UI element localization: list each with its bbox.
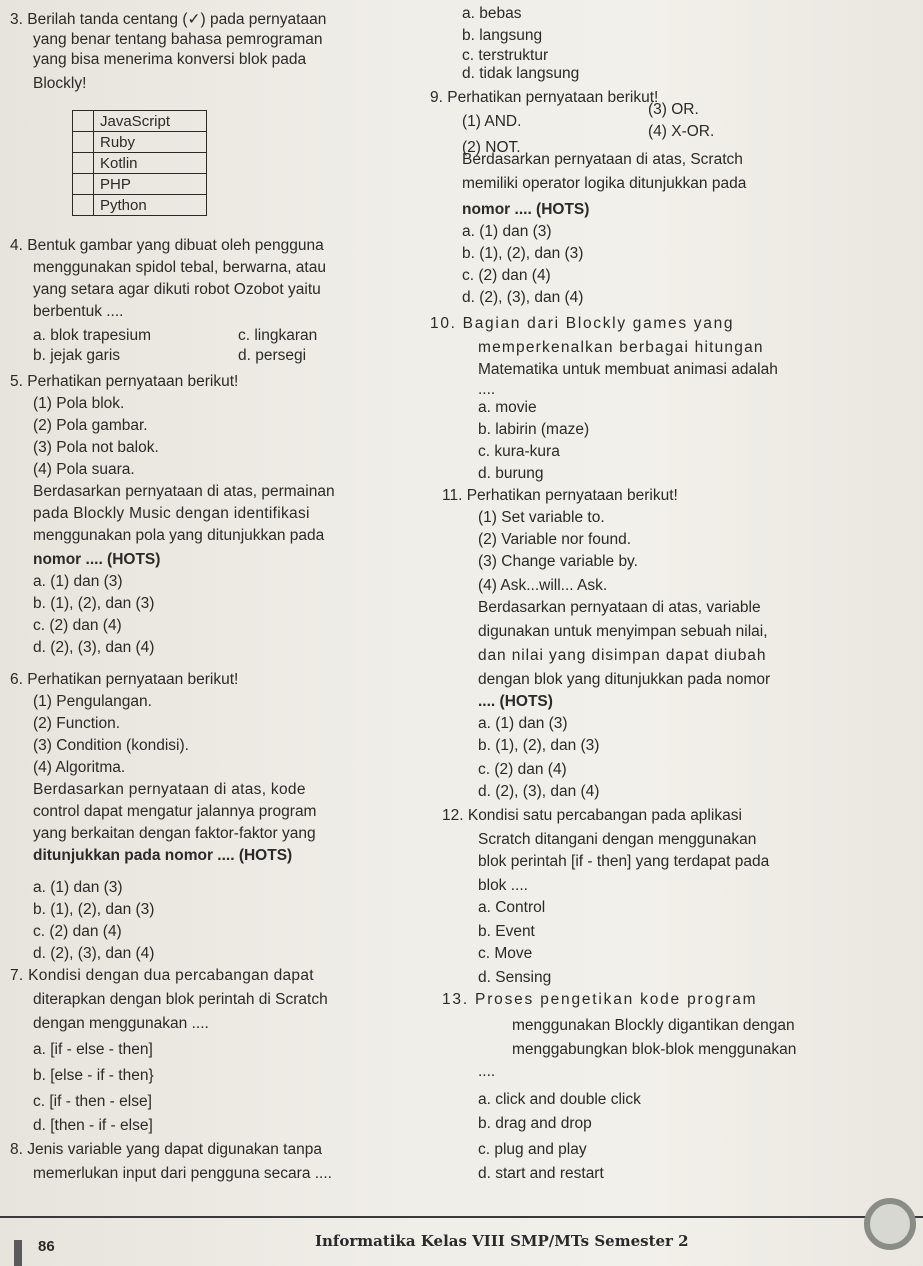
q9-option-d[interactable]: d. (2), (3), dan (4) [462, 289, 584, 306]
q10-line-3: Matematika untuk membuat animasi adalah [478, 361, 778, 378]
q5-line-1: 5. Perhatikan pernyataan berikut! [10, 373, 239, 390]
table-row [73, 174, 207, 195]
q11-item-4: (4) Ask...will... Ask. [478, 577, 608, 594]
language-cell: Ruby [94, 132, 207, 153]
q5-item-3: (3) Pola not balok. [33, 439, 159, 456]
q3-option-d[interactable]: d. tidak langsung [462, 65, 580, 82]
q11-option-d[interactable]: d. (2), (3), dan (4) [478, 783, 600, 800]
q12-line-2: Scratch ditangani dengan menggunakan [478, 831, 757, 848]
q3-option-c[interactable]: c. terstruktur [462, 47, 549, 64]
q9-stem-1: Berdasarkan pernyataan di atas, Scratch [462, 151, 743, 168]
q6-item-3: (3) Condition (kondisi). [33, 737, 189, 754]
q9-option-a[interactable]: a. (1) dan (3) [462, 223, 552, 240]
q3-line-1: 3. Berilah tanda centang (✓) pada pernyataan [10, 11, 327, 28]
page-tab-marker [14, 1240, 22, 1266]
language-cell: JavaScript [94, 111, 207, 132]
q4-option-d[interactable]: d. persegi [238, 347, 307, 364]
q13-option-d[interactable]: d. start and restart [478, 1165, 604, 1182]
q11-stem-5: .... (HOTS) [478, 693, 553, 710]
q7-line-1: 7. Kondisi dengan dua percabangan dapat [10, 967, 314, 984]
q11-item-1: (1) Set variable to. [478, 509, 605, 526]
checkbox-cell[interactable] [73, 174, 94, 195]
q5-item-1: (1) Pola blok. [33, 395, 125, 412]
table-row [73, 195, 207, 216]
q11-option-a[interactable]: a. (1) dan (3) [478, 715, 568, 732]
q5-option-c[interactable]: c. (2) dan (4) [33, 617, 122, 634]
q10-line-2: memperkenalkan berbagai hitungan [478, 339, 764, 356]
q9-line-1: 9. Perhatikan pernyataan berikut! [430, 89, 659, 106]
q6-item-2: (2) Function. [33, 715, 121, 732]
table-row [73, 132, 207, 153]
checkbox-cell[interactable] [73, 111, 94, 132]
q10-option-d[interactable]: d. burung [478, 465, 544, 482]
q5-stem-4: nomor .... (HOTS) [33, 551, 161, 568]
q3-option-b[interactable]: b. langsung [462, 27, 543, 44]
language-cell: PHP [94, 174, 207, 195]
language-cell: Kotlin [94, 153, 207, 174]
q4-option-c[interactable]: c. lingkaran [238, 327, 318, 344]
q5-stem-2: pada Blockly Music dengan identifikasi [33, 505, 310, 522]
q5-option-d[interactable]: d. (2), (3), dan (4) [33, 639, 155, 656]
q4-line-4: berbentuk .... [33, 303, 124, 320]
q13-option-a[interactable]: a. click and double click [478, 1091, 641, 1108]
q11-stem-4: dengan blok yang ditunjukkan pada nomor [478, 671, 771, 688]
q4-line-3: yang setara agar dikuti robot Ozobot yaitu [33, 281, 321, 298]
q5-item-2: (2) Pola gambar. [33, 417, 148, 434]
q12-line-3: blok perintah [if - then] yang terdapat pada [478, 853, 770, 870]
q13-option-c[interactable]: c. plug and play [478, 1141, 587, 1158]
language-cell: Python [94, 195, 207, 216]
q11-item-2: (2) Variable nor found. [478, 531, 632, 548]
q7-line-3: dengan menggunakan .... [33, 1015, 209, 1032]
q3-language-table [72, 110, 207, 216]
q9-option-b[interactable]: b. (1), (2), dan (3) [462, 245, 584, 262]
q12-line-4: blok .... [478, 877, 528, 894]
decorative-circle-icon [864, 1198, 916, 1250]
q13-line-3: menggabungkan blok-blok menggunakan [512, 1041, 797, 1058]
q7-line-2: diterapkan dengan blok perintah di Scratch [33, 991, 328, 1008]
q5-option-b[interactable]: b. (1), (2), dan (3) [33, 595, 155, 612]
q9-item-1: (1) AND. [462, 113, 522, 130]
page-footer [0, 1212, 923, 1266]
q6-item-1: (1) Pengulangan. [33, 693, 152, 710]
book-title: Informatika Kelas VIII SMP/MTs Semester 2 [315, 1232, 689, 1250]
checkbox-cell[interactable] [73, 132, 94, 153]
checkbox-cell[interactable] [73, 153, 94, 174]
q6-item-4: (4) Algoritma. [33, 759, 126, 776]
q6-stem-4: ditunjukkan pada nomor .... (HOTS) [33, 847, 293, 864]
q12-option-a[interactable]: a. Control [478, 899, 546, 916]
q11-option-c[interactable]: c. (2) dan (4) [478, 761, 567, 778]
q10-option-a[interactable]: a. movie [478, 399, 537, 416]
q10-option-c[interactable]: c. kura-kura [478, 443, 560, 460]
q8-line-2: memerlukan input dari pengguna secara .... [33, 1165, 332, 1182]
q11-option-b[interactable]: b. (1), (2), dan (3) [478, 737, 600, 754]
q11-stem-1: Berdasarkan pernyataan di atas, variable [478, 599, 761, 616]
q6-option-d[interactable]: d. (2), (3), dan (4) [33, 945, 155, 962]
q8-line-1: 8. Jenis variable yang dapat digunakan tanpa [10, 1141, 322, 1158]
q5-option-a[interactable]: a. (1) dan (3) [33, 573, 123, 590]
q11-line-1: 11. Perhatikan pernyataan berikut! [442, 487, 678, 504]
q13-line-1: 13. Proses pengetikan kode program [442, 991, 758, 1008]
page-number: 86 [38, 1238, 55, 1255]
q5-stem-3: menggunakan pola yang ditunjukkan pada [33, 527, 325, 544]
q9-item-2: (2) NOT. [462, 139, 521, 156]
q11-item-3: (3) Change variable by. [478, 553, 638, 570]
q3-line-2: yang benar tentang bahasa pemrograman [33, 31, 323, 48]
table-row [73, 153, 207, 174]
q4-option-a[interactable]: a. blok trapesium [33, 327, 152, 344]
q11-stem-3: dan nilai yang disimpan dapat diubah [478, 647, 767, 664]
q6-stem-2: control dapat mengatur jalannya program [33, 803, 317, 820]
q4-option-b[interactable]: b. jejak garis [33, 347, 121, 364]
q10-line-1: 10. Bagian dari Blockly games yang [430, 315, 735, 332]
q7-option-d[interactable]: d. [then - if - else] [33, 1117, 153, 1134]
q13-option-b[interactable]: b. drag and drop [478, 1115, 592, 1132]
q3-line-4: Blockly! [33, 75, 87, 92]
footer-divider [0, 1216, 923, 1218]
q9-option-c[interactable]: c. (2) dan (4) [462, 267, 551, 284]
q6-option-a[interactable]: a. (1) dan (3) [33, 879, 123, 896]
q5-stem-1: Berdasarkan pernyataan di atas, permainan [33, 483, 335, 500]
checkbox-cell[interactable] [73, 195, 94, 216]
q12-line-1: 12. Kondisi satu percabangan pada aplikasi [442, 807, 742, 824]
q13-line-2: menggunakan Blockly digantikan dengan [512, 1017, 795, 1034]
q7-option-c[interactable]: c. [if - then - else] [33, 1093, 152, 1110]
q6-stem-3: yang berkaitan dengan faktor-faktor yang [33, 825, 316, 842]
q13-line-4: .... [478, 1063, 496, 1080]
q3-option-a[interactable]: a. bebas [462, 5, 522, 22]
q4-line-1: 4. Bentuk gambar yang dibuat oleh pengguna [10, 237, 324, 254]
q10-line-4: .... [478, 381, 496, 398]
q12-option-d[interactable]: d. Sensing [478, 969, 552, 986]
q12-option-c[interactable]: c. Move [478, 945, 533, 962]
q7-option-b[interactable]: b. [else - if - then} [33, 1067, 154, 1084]
q10-option-b[interactable]: b. labirin (maze) [478, 421, 590, 438]
q6-option-b[interactable]: b. (1), (2), dan (3) [33, 901, 155, 918]
q5-item-4: (4) Pola suara. [33, 461, 135, 478]
q9-stem-3: nomor .... (HOTS) [462, 201, 590, 218]
q4-line-2: menggunakan spidol tebal, berwarna, atau [33, 259, 326, 276]
q6-option-c[interactable]: c. (2) dan (4) [33, 923, 122, 940]
q9-stem-2: memiliki operator logika ditunjukkan pada [462, 175, 747, 192]
q9-item-3: (3) OR. [648, 101, 699, 118]
q3-line-3: yang bisa menerima konversi blok pada [33, 51, 307, 68]
table-row [73, 111, 207, 132]
q7-option-a[interactable]: a. [if - else - then] [33, 1041, 153, 1058]
q6-stem-1: Berdasarkan pernyataan di atas, kode [33, 781, 306, 798]
q11-stem-2: digunakan untuk menyimpan sebuah nilai, [478, 623, 768, 640]
q12-option-b[interactable]: b. Event [478, 923, 535, 940]
q6-line-1: 6. Perhatikan pernyataan berikut! [10, 671, 239, 688]
q9-item-4: (4) X-OR. [648, 123, 715, 140]
